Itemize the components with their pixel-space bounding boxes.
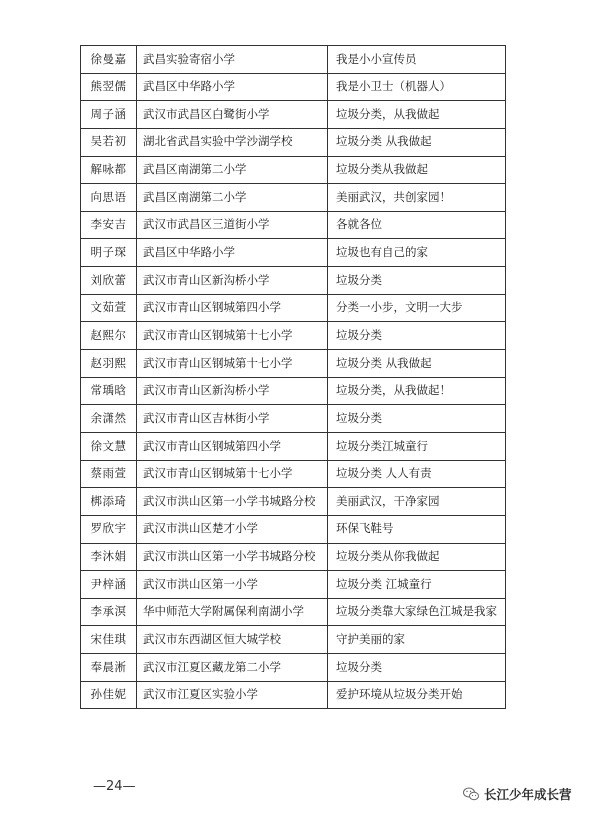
table-row [81, 156, 506, 184]
student-name-cell: 梆添琦 [81, 488, 137, 516]
school-cell: 武汉市青山区钢城第十七小学 [137, 322, 328, 350]
table-row [81, 681, 506, 709]
student-name-cell: 余潇然 [81, 405, 137, 433]
table-row [81, 626, 506, 654]
school-cell: 武汉市青山区钢城第四小学 [137, 432, 328, 460]
table-row [81, 460, 506, 488]
work-title-cell: 我是小小宣传员 [328, 46, 506, 74]
work-title-cell: 垃圾分类 人人有责 [328, 460, 506, 488]
school-cell: 武汉市青山区吉林街小学 [137, 405, 328, 433]
account-watermark [463, 785, 572, 803]
student-name-cell: 赵熙尔 [81, 322, 137, 350]
table-row [81, 598, 506, 626]
work-title-cell: 垃圾分类，从我做起 [328, 101, 506, 129]
table-row [81, 211, 506, 239]
page-number: —24— [93, 779, 136, 794]
school-cell: 武汉市青山区新沟桥小学 [137, 377, 328, 405]
student-name-cell: 解咏都 [81, 156, 137, 184]
work-title-cell: 分类一小步，文明一大步 [328, 294, 506, 322]
table-row [81, 73, 506, 101]
work-title-cell: 守护美丽的家 [328, 626, 506, 654]
wechat-icon [463, 787, 479, 801]
school-cell: 武昌区南湖第二小学 [137, 156, 328, 184]
school-cell: 武汉市青山区钢城第四小学 [137, 294, 328, 322]
student-name-cell: 蔡雨萱 [81, 460, 137, 488]
school-cell: 武汉市青山区新沟桥小学 [137, 267, 328, 295]
work-title-cell: 垃圾分类 [328, 654, 506, 682]
table-row [81, 488, 506, 516]
work-title-cell: 各就各位 [328, 211, 506, 239]
school-cell: 武汉市东西湖区恒大城学校 [137, 626, 328, 654]
student-name-cell: 常瑀晗 [81, 377, 137, 405]
school-cell: 武昌实验寄宿小学 [137, 46, 328, 74]
student-name-cell: 徐文慧 [81, 432, 137, 460]
table-row [81, 294, 506, 322]
student-name-cell: 宋佳琪 [81, 626, 137, 654]
student-name-cell: 吴若初 [81, 128, 137, 156]
school-cell: 武汉市洪山区第一小学书城路分校 [137, 488, 328, 516]
table-row [81, 239, 506, 267]
award-list-body [81, 46, 506, 709]
work-title-cell: 垃圾也有自己的家 [328, 239, 506, 267]
work-title-cell: 垃圾分类 从我做起 [328, 128, 506, 156]
school-cell: 武昌区中华路小学 [137, 73, 328, 101]
table-row [81, 128, 506, 156]
table-row [81, 432, 506, 460]
student-name-cell: 周子涵 [81, 101, 137, 129]
student-name-cell: 熊翌儒 [81, 73, 137, 101]
work-title-cell: 垃圾分类，从我做起！ [328, 377, 506, 405]
school-cell: 武汉市江夏区藏龙第二小学 [137, 654, 328, 682]
table-row [81, 543, 506, 571]
table-row [81, 101, 506, 129]
work-title-cell: 垃圾分类从你我做起 [328, 543, 506, 571]
student-name-cell: 向思语 [81, 184, 137, 212]
table-row [81, 571, 506, 599]
work-title-cell: 垃圾分类 [328, 267, 506, 295]
school-cell: 武汉市青山区钢城第十七小学 [137, 460, 328, 488]
work-title-cell: 垃圾分类 [328, 405, 506, 433]
student-name-cell: 奉晨淅 [81, 654, 137, 682]
student-name-cell: 罗欣宇 [81, 515, 137, 543]
student-name-cell: 刘欣蕾 [81, 267, 137, 295]
work-title-cell: 我是小卫士（机器人） [328, 73, 506, 101]
table-row [81, 377, 506, 405]
student-name-cell: 明子琛 [81, 239, 137, 267]
work-title-cell: 垃圾分类 从我做起 [328, 350, 506, 378]
school-cell: 武汉市江夏区实验小学 [137, 681, 328, 709]
student-name-cell: 文茹萱 [81, 294, 137, 322]
student-name-cell: 李承溟 [81, 598, 137, 626]
table-row [81, 267, 506, 295]
student-name-cell: 尹梓涵 [81, 571, 137, 599]
table-row [81, 46, 506, 74]
work-title-cell: 垃圾分类 江城童行 [328, 571, 506, 599]
school-cell: 武汉市洪山区第一小学书城路分校 [137, 543, 328, 571]
school-cell: 武汉市青山区钢城第十七小学 [137, 350, 328, 378]
work-title-cell: 环保飞鞋号 [328, 515, 506, 543]
work-title-cell: 美丽武汉，干净家园 [328, 488, 506, 516]
table-row [81, 405, 506, 433]
table-row [81, 350, 506, 378]
work-title-cell: 垃圾分类靠大家绿色江城是我家 [328, 598, 506, 626]
table-row [81, 654, 506, 682]
school-cell: 武昌区南湖第二小学 [137, 184, 328, 212]
school-cell: 武汉市洪山区楚才小学 [137, 515, 328, 543]
work-title-cell: 垃圾分类江城童行 [328, 432, 506, 460]
table-row [81, 515, 506, 543]
award-list-table [80, 45, 506, 709]
work-title-cell: 垃圾分类 [328, 322, 506, 350]
student-name-cell: 李安吉 [81, 211, 137, 239]
school-cell: 湖北省武昌实验中学沙湖学校 [137, 128, 328, 156]
school-cell: 武汉市武昌区白鹭街小学 [137, 101, 328, 129]
work-title-cell: 垃圾分类从我做起 [328, 156, 506, 184]
work-title-cell: 爱护环境从垃圾分类开始 [328, 681, 506, 709]
watermark-text: 长江少年成长营 [484, 787, 572, 802]
student-name-cell: 赵羽熙 [81, 350, 137, 378]
table-row [81, 184, 506, 212]
student-name-cell: 徐曼嘉 [81, 46, 137, 74]
table-row [81, 322, 506, 350]
school-cell: 华中师范大学附属保利南湖小学 [137, 598, 328, 626]
student-name-cell: 李沐娟 [81, 543, 137, 571]
work-title-cell: 美丽武汉，共创家园！ [328, 184, 506, 212]
school-cell: 武昌区中华路小学 [137, 239, 328, 267]
student-name-cell: 孙佳妮 [81, 681, 137, 709]
school-cell: 武汉市洪山区第一小学 [137, 571, 328, 599]
school-cell: 武汉市武昌区三道街小学 [137, 211, 328, 239]
